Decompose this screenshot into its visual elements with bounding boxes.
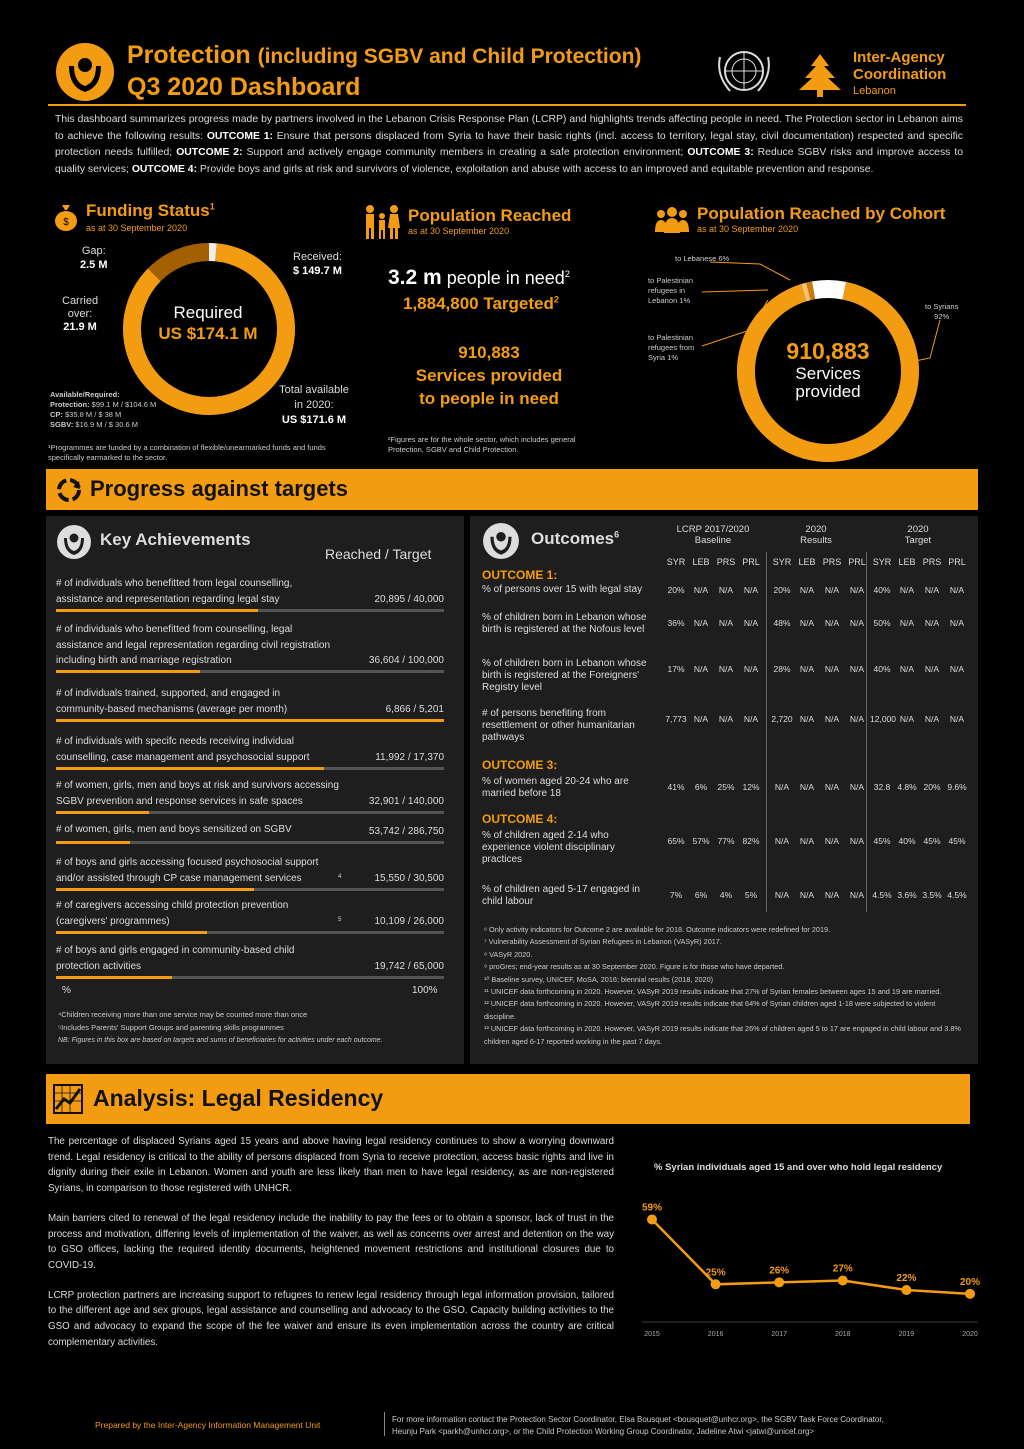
outcome-cell: 25%: [717, 782, 735, 792]
outcome-cell: N/A: [799, 836, 815, 846]
achievement-value: 11,992 / 17,370: [375, 751, 444, 763]
achievement-progress-bar: [56, 976, 444, 979]
outcome-cell: N/A: [824, 585, 840, 595]
outcome-cell: N/A: [924, 664, 940, 674]
achievement-label: community-based mechanisms (average per month): [56, 703, 288, 715]
achievement-row: # of caregivers accessing child protection prevention (caregivers' programmes) 5 10,109 / 26,000: [56, 898, 444, 929]
outcome-cell: 45%: [923, 836, 941, 846]
outcome-cell: N/A: [743, 585, 759, 595]
outcome-col-header: PRL: [742, 557, 760, 567]
cohort-label-prs: to Palestinian refugees from Syria 1%: [648, 333, 695, 362]
outcome-col-header: PRL: [948, 557, 966, 567]
achievement-progress-fill: [56, 811, 149, 814]
population-footnote: ²Figures are for the whole sector, which includes general Protection, SGBV and Child Protection.: [388, 435, 576, 454]
legal-residency-chart: [630, 1176, 980, 1336]
x-tick-label: 2017: [771, 1331, 787, 1336]
outcome-col-header: PRL: [848, 557, 866, 567]
achievement-icon: [56, 524, 92, 560]
cohort-label-syrians: to Syrians 92%: [925, 302, 959, 321]
data-point: [711, 1279, 721, 1289]
prepared-by: Prepared by the Inter-Agency Information Management Unit: [95, 1420, 321, 1430]
outcome-cell: N/A: [924, 618, 940, 628]
outcome-cell: 32.8: [873, 782, 891, 792]
outcome-indicator-label: % of women aged 20-24 who are married before 18: [482, 776, 629, 799]
outcome-col-header: PRS: [922, 557, 942, 567]
achievement-progress-fill: [56, 888, 254, 891]
outcome-col-header: PRS: [822, 557, 842, 567]
outcome-cell: N/A: [743, 664, 759, 674]
outcome-cell: N/A: [799, 782, 815, 792]
outcome-indicator-label: % of persons over 15 with legal stay: [482, 584, 643, 595]
outcome-cell: N/A: [824, 890, 840, 900]
outcome-footnote: ⁸ VASyR 2020.: [484, 949, 533, 959]
outcome-footnote: ⁷ Vulnerability Assessment of Syrian Refugees in Lebanon (VASyR) 2017.: [484, 937, 722, 947]
chart-line-icon: [52, 1083, 84, 1121]
achievement-row: [56, 576, 444, 607]
outcome-cell: N/A: [774, 782, 790, 792]
outcome-footnote: ⁹ proGres; end-year results as at 30 September 2020. Figure is for those who have departed.: [484, 962, 785, 972]
outcome-cell: N/A: [718, 618, 734, 628]
outcome-cell: N/A: [799, 585, 815, 595]
outcome-cell: 41%: [667, 782, 685, 792]
achievement-progress-bar: [56, 609, 444, 612]
achievement-label: # of individuals who benefitted from legal counselling,: [56, 578, 293, 589]
achievement-value: 53,742 / 286,750: [368, 825, 444, 837]
outcome-cell: N/A: [899, 585, 915, 595]
outcome-cell: N/A: [849, 664, 865, 674]
outcome-cell: N/A: [743, 618, 759, 628]
achievement-progress-fill: [56, 841, 130, 844]
outcome-cell: 5%: [744, 890, 758, 900]
outcomes-footnotes: [484, 924, 964, 1048]
intro-text: This dashboard summarizes progress made by partners involved in the Lebanon Crisis Response Plan (LCRP) and highlights trends affecting people in need. The Protection sector in Lebanon aims to achieve the following results: OUTCOME 1: Ensure that persons displaced from Syria to have their basic rights (incl. access to territory, legal stay, civil documentation) respected and specific protection needs fulfilled; OUTCOME 2: Support and actively engage community members in creating a safe protection environment; OUTCOME 3: Reduce SGBV risks and improve access to quality services; OUTCOME 4: Provide boys and girls at risk and survivors of violence, exploitation and abuse with access to an improved and equitable prevention and response.: [55, 114, 964, 175]
targeted: 1,884,800 Targeted$^2$: [403, 294, 559, 313]
baseline-group-header: LCRP 2017/2020 Baseline: [676, 524, 750, 546]
analysis-text: The percentage of displaced Syrians aged 15 years and above having legal residency continues to show a worrying downward trend. Legal residency is critical to the ability of persons displaced from Syria to receive protection, access basic rights and live in dignity during their exile in Lebanon. Women and youth are less likely than men to have legal residency, as are non-registered Syrians, in comparison to those registered with UNHCR. Main barriers cited to renewal of the legal residency include the inability to pay the fees or to obtain a sponsor, lack of trust in the process and motivation, differing levels of implementation of the waiver, as well as concerns over arrest and detention on the way to GSO offices, lacking the required identity documents, heightened movement restrictions and institutional closures due to COVID-19. LCRP protection partners are increasing support to refugees to renew legal residency through legal information provision, tailored to the different age and sex groups, legal assistance and counselling and advocacy to the GSO. Capacity building activities to the GSO and advocacy to expand the scope of the fee waiver and ensure its even implementation across the country are critical complementary activities.: [48, 1136, 614, 1348]
cedar-logo-icon: [795, 50, 845, 100]
achievement-label: (caregivers' programmes): [56, 915, 170, 927]
achievement-row: [56, 686, 444, 717]
outcome-cell: N/A: [824, 618, 840, 628]
achievement-value: 6,866 / 5,201: [385, 703, 444, 715]
outcome-indicator-label: % of children aged 5-17 engaged in child labour: [482, 884, 640, 907]
outcome-cell: 12,000: [870, 714, 896, 724]
outcome-cell: N/A: [849, 890, 865, 900]
achievement-label: including birth and marriage registration: [56, 655, 232, 666]
outcome-cell: N/A: [849, 782, 865, 792]
outcome-indicator-label: # of persons benefiting from resettlement or other humanitarian pathways: [482, 708, 635, 743]
outcome-cell: 45%: [873, 836, 891, 846]
achievement-label: # of caregivers accessing child protection prevention: [56, 900, 289, 911]
x-tick-label: 2020: [962, 1331, 978, 1336]
outcome-cell: N/A: [824, 782, 840, 792]
achievement-label: # of individuals who benefitted from counselling, legal: [56, 624, 293, 635]
total-available: Total available in 2020: US $171.6 M: [279, 384, 349, 426]
cohort-asof: as at 30 September 2020: [697, 224, 799, 234]
outcome-indicator-label: % of children born in Lebanon whose birth is registered at the Nofous level: [482, 612, 647, 635]
outcome-cell: 36%: [667, 618, 685, 628]
outcome-col-header: SYR: [872, 557, 892, 567]
outcome-cell: N/A: [949, 618, 965, 628]
outcome-4-head: OUTCOME 4:: [482, 812, 558, 826]
people-icon: [362, 204, 402, 240]
outcome-indicator-label: % of children aged 2-14 who experience violent disciplinary practices: [482, 830, 615, 865]
outcome-cell: N/A: [924, 714, 940, 724]
population-title: Population Reached: [408, 206, 572, 225]
outcome-col-header: SYR: [666, 557, 686, 567]
achievement-progress-fill: [56, 976, 172, 979]
carried-segment: [154, 252, 209, 275]
reached-target-header: Reached / Target: [325, 546, 432, 562]
outcome-cell: 28%: [773, 664, 791, 674]
ka-footnote-4: ⁴Children receiving more than one service may be counted more than once: [58, 1010, 308, 1019]
outcome-cell: N/A: [718, 664, 734, 674]
outcome-cell: 82%: [742, 836, 760, 846]
achievement-value: 15,550 / 30,500: [374, 872, 444, 884]
data-point: [901, 1285, 911, 1295]
outcome-footnote: ¹³ UNICEF data forthcoming in 2020. However, VASyR 2019 results indicate that 26% of children aged 5 to 17 are engaged in child labour and 3.8% children aged 6-17 reported working in the past 7 days.: [484, 1024, 961, 1046]
outcome-cell: 45%: [948, 836, 966, 846]
outcome-cell: 4%: [719, 890, 733, 900]
outcome-cell: 20%: [923, 782, 941, 792]
header-divider: [48, 104, 966, 106]
ka-footnote-nb: NB: Figures in this box are based on targets and sums of beneficiaries for activities under each outcome.: [58, 1037, 383, 1044]
outcome-cell: N/A: [849, 836, 865, 846]
series-line: [652, 1219, 970, 1293]
cohort-leader-lines: [640, 250, 960, 370]
achievement-progress-fill: [56, 670, 200, 673]
analysis-band: Analysis: Legal Residency: [46, 1074, 970, 1124]
outcome-cell: 77%: [717, 836, 735, 846]
outcome-cell: N/A: [774, 836, 790, 846]
outcome-1-head: OUTCOME 1:: [482, 568, 558, 582]
outcome-cell: 20%: [667, 585, 685, 595]
page-title: Protection (including SGBV and Child Protection) Q3 2020 Dashboard: [127, 41, 642, 101]
data-label: 22%: [896, 1273, 917, 1285]
outcome-col-header: SYR: [772, 557, 792, 567]
gap-label: Gap: 2.5 M: [80, 245, 108, 271]
achievement-label: # of boys and girls accessing focused psychosocial support: [56, 857, 319, 868]
key-achievements-title: Key Achievements: [100, 530, 251, 549]
money-bag-icon: [54, 203, 78, 231]
achievement-row: [56, 622, 444, 668]
outcome-cell: N/A: [899, 714, 915, 724]
data-point: [647, 1214, 657, 1224]
achievement-value: 19,742 / 65,000: [374, 960, 444, 972]
outcome-cell: N/A: [824, 664, 840, 674]
data-label: 59%: [641, 1202, 663, 1214]
outcome-cell: 20%: [773, 585, 791, 595]
population-asof: as at 30 September 2020: [408, 226, 510, 236]
results-group-header: 2020 Results: [800, 524, 832, 546]
target-group-header: 2020 Target: [904, 524, 932, 546]
outcome-cell: N/A: [899, 618, 915, 628]
footer-separator: [384, 1412, 385, 1436]
outcome-cell: N/A: [693, 714, 709, 724]
achievement-label: # of women, girls, men and boys sensitized on SGBV: [56, 824, 292, 835]
services-provided: 910,883 Services provided to people in need: [415, 343, 563, 408]
outcome-footnote: ⁶ Only activity indicators for Outcome 2 are available for 2018. Outcome indicators were redefined for 2019.: [484, 925, 831, 934]
outcome-footnote: ¹² UNICEF data forthcoming in 2020. However, VASyR 2019 results indicate that 64% of Syrian children aged 1-18 were subjected to violent discipline.: [484, 999, 936, 1021]
cohort-title: Population Reached by Cohort: [697, 204, 946, 223]
cohort-donut-center: 910,883 Services provided: [786, 338, 870, 401]
outcome-cell: N/A: [693, 585, 709, 595]
outcome-cell: N/A: [824, 836, 840, 846]
achievement-row: [56, 822, 444, 839]
achievement-label: assistance and representation regarding legal stay: [56, 593, 280, 605]
data-point: [774, 1277, 784, 1287]
cohort-label-lebanese: to Lebanese 6%: [675, 254, 730, 263]
achievement-progress-fill: [56, 719, 444, 722]
x-tick-label: 2015: [644, 1331, 660, 1336]
outcome-cell: 7%: [669, 890, 683, 900]
achievement-progress-bar: [56, 841, 444, 844]
cohort-label-prl: to Palestinian refugees in Lebanon 1%: [648, 276, 694, 305]
outcome-cell: N/A: [849, 585, 865, 595]
outcome-cell: 4.5%: [872, 890, 892, 900]
achievement-label: # of individuals trained, supported, and engaged in: [56, 688, 281, 699]
outcome-cell: 65%: [667, 836, 685, 846]
x-tick-label: 2016: [707, 1331, 724, 1336]
outcome-cell: N/A: [799, 618, 815, 628]
outcome-cell: 6%: [694, 782, 708, 792]
funding-footnote: ¹Programmes are funded by a combination of flexible/unearmarked funds and funds specifically earmarked to the sector.: [48, 443, 326, 462]
outcome-cell: 4.5%: [947, 890, 967, 900]
achievement-progress-fill: [56, 609, 258, 612]
achievement-label: and/or assisted through CP case management services: [56, 872, 302, 884]
funding-donut-center: Required US $174.1 M: [158, 303, 258, 343]
outcome-cell: 50%: [873, 618, 891, 628]
achievement-progress-bar: [56, 670, 444, 673]
achievement-label: counselling, case management and psychosocial support: [56, 751, 310, 763]
footer-contact: For more information contact the Protection Sector Coordinator, Elsa Bousquet <bousquet@unhcr.org>, the SGBV Task Force Coordinator, Heunju Park <parkh@unhcr.org>, or the Child Protection Working Group Coordinator, Jadeline Atwi <jatwi@unicef.org>: [392, 1415, 884, 1436]
available-required: Available/Required: Protection: $99.1 M / $104.6 M CP: $35.8 M / $ 38 M SGBV: $16.9 M / $ 30.6 M: [50, 390, 157, 429]
outcome-cell: 40%: [873, 664, 891, 674]
outcome-cell: N/A: [774, 890, 790, 900]
outcomes-title: Outcomes$^6$: [531, 529, 620, 548]
progress-cycle-icon: [54, 475, 84, 511]
outcome-cell: N/A: [799, 890, 815, 900]
achievement-value: 10,109 / 26,000: [374, 915, 444, 927]
achievement-label: # of individuals with specifc needs receiving individual: [56, 736, 294, 747]
outcome-cell: N/A: [743, 714, 759, 724]
funding-title: Funding Status$^1$: [86, 201, 215, 220]
data-point: [838, 1275, 848, 1285]
un-emblem-icon: [712, 47, 776, 99]
outcome-col-header: LEB: [692, 557, 710, 567]
data-label: 26%: [769, 1265, 790, 1277]
achievement-progress-bar: [56, 931, 444, 934]
outcome-col-header: LEB: [798, 557, 816, 567]
outcome-cell: N/A: [849, 618, 865, 628]
outcome-cell: N/A: [949, 664, 965, 674]
data-label: 25%: [705, 1267, 726, 1279]
outcome-cell: N/A: [718, 714, 734, 724]
outcome-cell: 3.6%: [897, 890, 917, 900]
data-label: 27%: [832, 1263, 853, 1275]
col-separator: [866, 552, 867, 912]
achievement-row: [56, 943, 444, 974]
achievement-label: assistance and legal representation regarding civil registration: [56, 639, 331, 651]
scale-right: 100%: [412, 985, 438, 996]
achievement-progress-bar: [56, 767, 444, 770]
data-label: 20%: [959, 1276, 980, 1288]
svg-text:$: $: [63, 217, 69, 228]
outcome-cell: 2,720: [771, 714, 793, 724]
progress-band: Progress against targets: [46, 469, 978, 510]
protection-logo-icon: [55, 42, 115, 102]
outcome-cell: 17%: [667, 664, 685, 674]
achievement-label: SGBV prevention and response services in safe spaces: [56, 795, 303, 807]
achievement-progress-bar: [56, 888, 444, 891]
outcome-cell: N/A: [799, 714, 815, 724]
people-in-need: 3.2 m people in need$^2$: [388, 266, 570, 289]
outcome-cell: N/A: [824, 714, 840, 724]
outcome-cell: 40%: [898, 836, 916, 846]
scale-left: %: [62, 985, 71, 996]
outcome-footnote: ¹⁰ Baseline survey, UNICEF, MoSA, 2016; biennial results (2018, 2020): [484, 974, 714, 984]
outcome-cell: N/A: [693, 618, 709, 628]
achievement-row: [56, 778, 444, 809]
carried-label: Carried over: 21.9 M: [62, 295, 99, 333]
achievement-label: # of boys and girls engaged in community-based child: [56, 945, 295, 956]
achievement-row: # of boys and girls accessing focused psychosocial support and/or assisted through CP case management services 4 15,550 / 30,500: [56, 855, 444, 886]
achievement-progress-fill: [56, 931, 207, 934]
x-tick-label: 2019: [898, 1331, 915, 1336]
funding-asof: as at 30 September 2020: [86, 223, 188, 233]
chart-title: % Syrian individuals aged 15 and over who hold legal residency: [654, 1162, 943, 1173]
x-tick-label: 2018: [835, 1331, 851, 1336]
achievement-progress-bar: [56, 811, 444, 814]
outcome-cell: 57%: [692, 836, 710, 846]
outcome-cell: 6%: [694, 890, 708, 900]
outcome-col-header: PRS: [716, 557, 736, 567]
outcome-cell: N/A: [949, 714, 965, 724]
outcome-cell: N/A: [924, 585, 940, 595]
outcome-col-header: LEB: [898, 557, 916, 567]
achievement-value: 32,901 / 140,000: [368, 795, 444, 807]
outcome-cell: 9.6%: [947, 782, 967, 792]
outcome-3-head: OUTCOME 3:: [482, 758, 558, 772]
outcome-cell: 40%: [873, 585, 891, 595]
outcomes-icon: [482, 522, 520, 560]
outcome-cell: 3.5%: [922, 890, 942, 900]
outcome-cell: N/A: [849, 714, 865, 724]
outcome-cell: N/A: [693, 664, 709, 674]
outcome-cell: N/A: [718, 585, 734, 595]
achievement-value: 36,604 / 100,000: [368, 654, 444, 666]
outcome-cell: 12%: [742, 782, 760, 792]
outcome-cell: N/A: [949, 585, 965, 595]
achievement-row: [56, 734, 444, 765]
outcome-cell: N/A: [799, 664, 815, 674]
achievement-progress-fill: [56, 767, 324, 770]
group-icon: [654, 206, 690, 234]
ka-footnote-5: ⁵Includes Parents' Support Groups and parenting skills programmes: [58, 1023, 284, 1032]
outcome-cell: 4.8%: [897, 782, 917, 792]
outcome-cell: N/A: [899, 664, 915, 674]
received-label: Received: $ 149.7 M: [293, 251, 342, 277]
achievement-label: # of women, girls, men and boys at risk and survivors accessing: [56, 780, 339, 791]
outcome-cell: 48%: [773, 618, 791, 628]
achievement-progress-bar: [56, 719, 444, 722]
outcome-footnote: ¹¹ UNICEF data forthcoming in 2020. However, VASyR 2019 results indicate that 27% of Syrian females between ages 15 and 19 are married.: [484, 987, 942, 997]
achievement-value: 20,895 / 40,000: [374, 593, 444, 605]
outcome-indicator-label: % of children born in Lebanon whose birth is registered at the Foreigners' Registry level: [482, 658, 647, 693]
outcome-cell: 7,773: [665, 714, 687, 724]
org-name: Inter-Agency Coordination Lebanon: [853, 49, 947, 97]
data-point: [965, 1289, 975, 1299]
achievement-label: protection activities: [56, 960, 142, 972]
col-separator: [766, 552, 767, 912]
